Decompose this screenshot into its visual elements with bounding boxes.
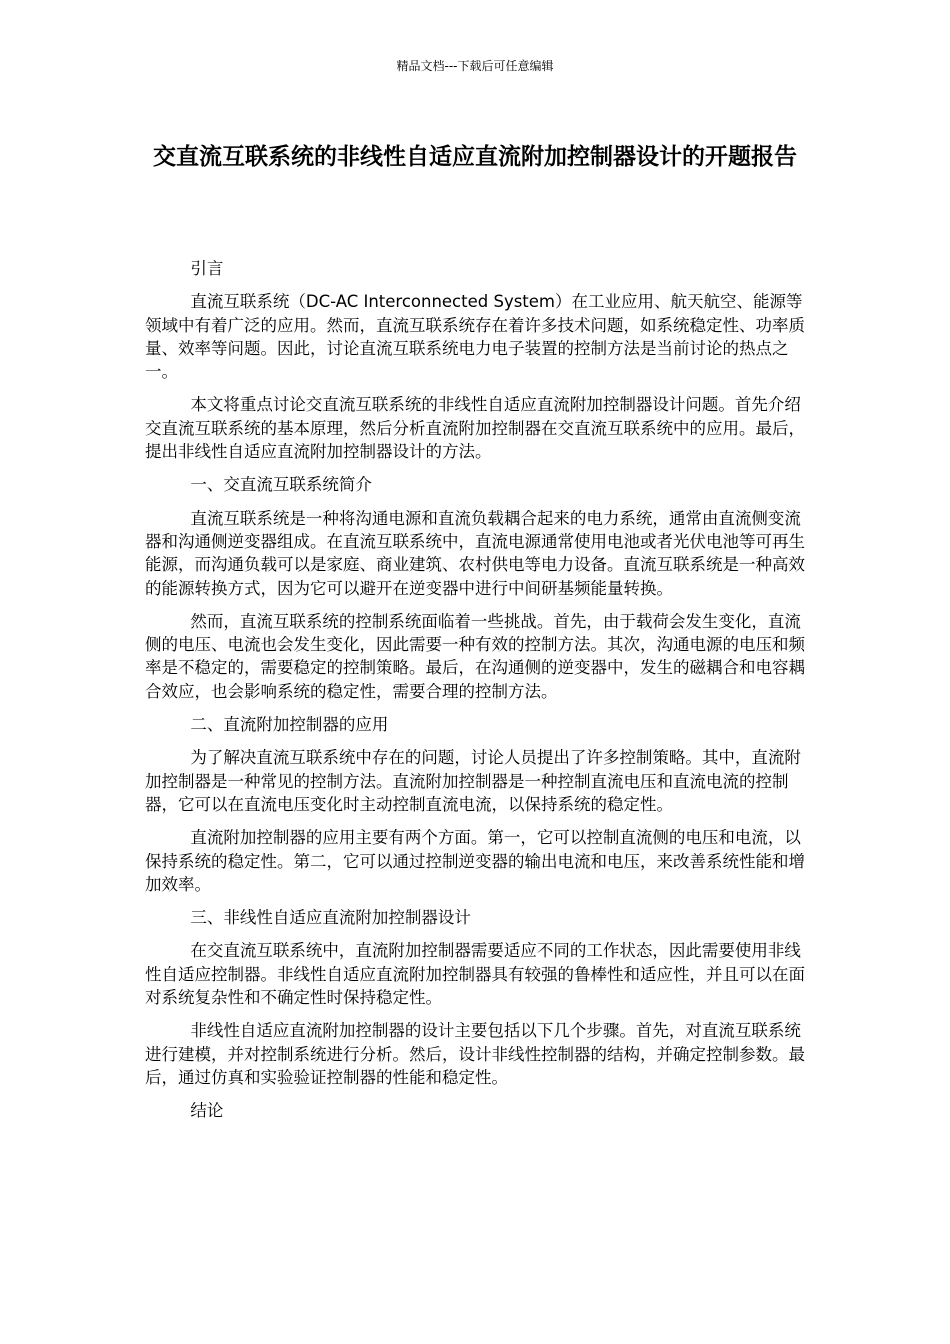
section-1-paragraph-1: 直流互联系统是一种将沟通电源和直流负载耦合起来的电力系统，通常由直流侧变流器和沟通侧逆变器组成。在直流互联系统中，直流电源通常使用电池或者光伏电池等可再生能源，而沟通负载可以是家庭、商业建筑、农村供电等电力设备。直流互联系统是一种高效的能源转换方式，因为它可以避开在逆变器中进行中间研基频能量转换。 [145, 508, 805, 598]
section-2-paragraph-1: 为了解决直流互联系统中存在的问题，讨论人员提出了许多控制策略。其中，直流附加控制器是一种常见的控制方法。直流附加控制器是一种控制直流电压和直流电流的控制器，它可以在直流电压变化时主动控制直流电流，以保持系统的稳定性。 [145, 748, 801, 814]
section-1-heading: 一、交直流互联系统简介 [190, 475, 372, 495]
intro-heading: 引言 [190, 259, 224, 278]
document-body [145, 257, 810, 1133]
section-3-paragraph-2: 非线性自适应直流附加控制器的设计主要包括以下几个步骤。首先，对直流互联系统进行建模，并对控制系统进行分析。然后，设计非线性控制器的结构，并确定控制参数。最后，通过仿真和实验验证控制器的性能和稳定性。 [145, 1021, 805, 1087]
conclusion-heading: 结论 [190, 1101, 224, 1121]
intro-paragraph-2: 本文将重点讨论交直流互联系统的非线性自适应直流附加控制器设计问题。首先介绍交直流互联系统的基本原理，然后分析直流附加控制器在交直流互联系统中的应用。最后，提出非线性自适应直流附加控制器设计的方法。 [145, 395, 805, 462]
section-2-paragraph-2: 直流附加控制器的应用主要有两个方面。第一，它可以控制直流侧的电压和电流，以保持系统的稳定性。第二，它可以通过控制逆变器的输出电流和电压，来改善系统性能和增加效率。 [145, 828, 805, 894]
section-3-paragraph-1: 在交直流互联系统中，直流附加控制器需要适应不同的工作状态，因此需要使用非线性自适应控制器。非线性自适应直流附加控制器具有较强的鲁棒性和适应性，并且可以在面对系统复杂性和不确定性时保持稳定性。 [145, 941, 805, 1008]
section-1-paragraph-2: 然而，直流互联系统的控制系统面临着一些挑战。首先，由于载荷会发生变化，直流侧的电压、电流也会发生变化，因此需要一种有效的控制方法。其次，沟通电源的电压和频率是不稳定的，需要稳定的控制策略。最后，在沟通侧的逆变器中，发生的磁耦合和电容耦合效应，也会影响系统的稳定性，需要合理的控制方法。 [145, 611, 805, 701]
intro-paragraph-1: 直流互联系统（DC-AC Interconnected System）在工业应用、航天航空、能源等领域中有着广泛的应用。然而，直流互联系统存在着许多技术问题，如系统稳定性、功率质量、效率等问题。因此，讨论直流互联系统电力电子装置的控制方法是当前讨论的热点之一。 [145, 292, 805, 382]
header-note: 精品文档---下载后可任意编辑 [396, 59, 554, 73]
section-2-heading: 二、直流附加控制器的应用 [190, 715, 389, 735]
section-3-heading: 三、非线性自适应直流附加控制器设计 [190, 908, 471, 928]
page-title: 交直流互联系统的非线性自适应直流附加控制器设计的开题报告 [153, 144, 797, 170]
